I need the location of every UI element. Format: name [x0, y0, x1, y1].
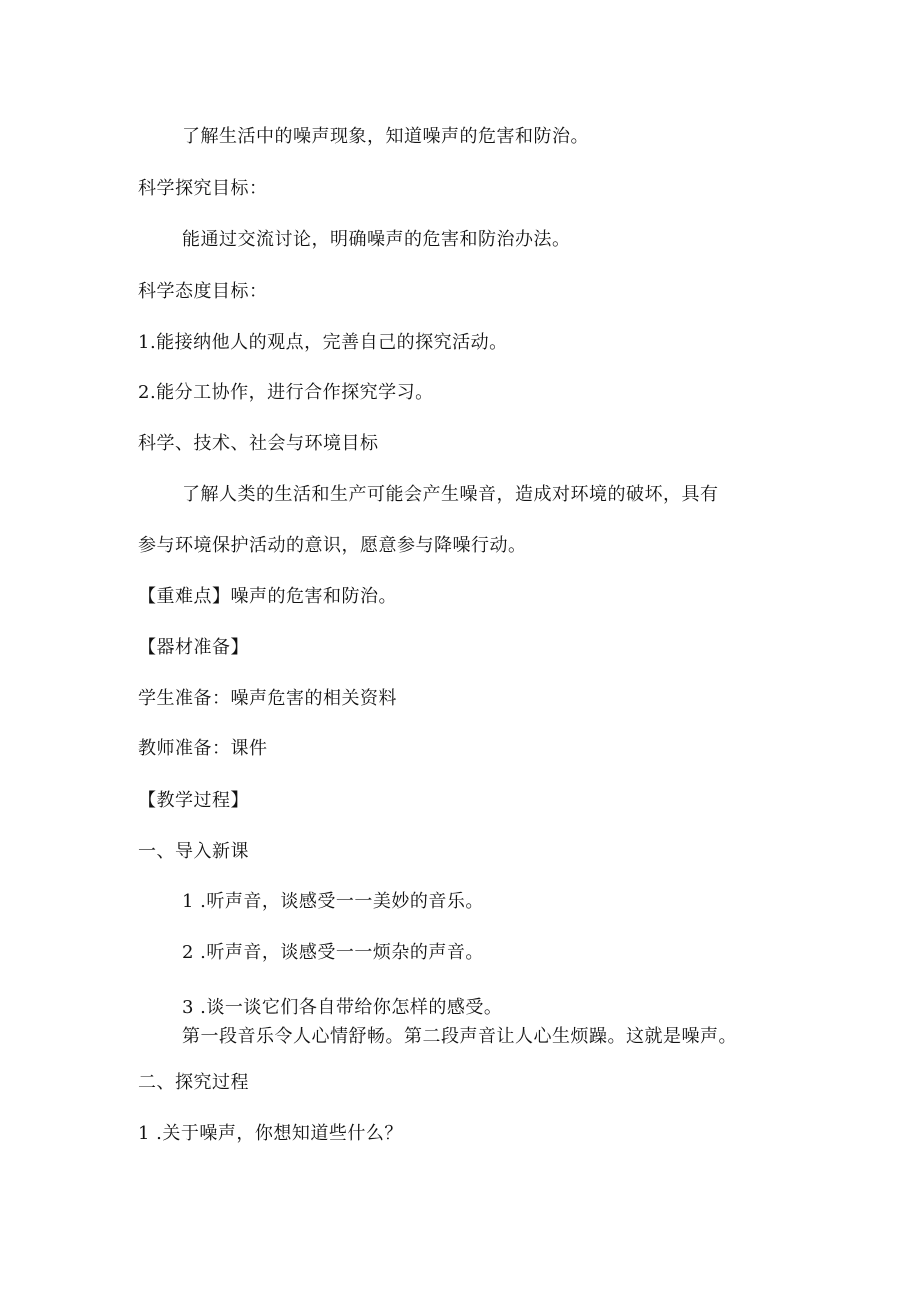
section-introduction: 一、导入新课 — [138, 841, 249, 862]
heading-teaching-process: 【教学过程】 — [138, 790, 249, 811]
paragraph-knowledge-goal: 了解生活中的噪声现象，知道噪声的危害和防治。 — [182, 126, 589, 147]
paragraph-stse-goal-line-1: 了解人类的生活和生产可能会产生噪音，造成对环境的破坏，具有 — [182, 484, 719, 505]
paragraph-intro-summary: 第一段音乐令人心情舒畅。第二段声音让人心生烦躁。这就是噪声。 — [182, 1026, 737, 1047]
list-item-attitude-1: 1.能接纳他人的观点，完善自己的探究活动。 — [138, 332, 508, 353]
heading-attitude-goal: 科学态度目标： — [138, 281, 268, 302]
teacher-materials: 教师准备：课件 — [138, 738, 268, 759]
list-item-intro-2: 2 .听声音，谈感受一一烦杂的声音。 — [182, 942, 484, 963]
section-inquiry-process: 二、探究过程 — [138, 1072, 249, 1093]
list-item-inquiry-1: 1 .关于噪声，你想知道些什么？ — [138, 1123, 403, 1144]
list-item-intro-1: 1 .听声音，谈感受一一美妙的音乐。 — [182, 891, 484, 912]
heading-inquiry-goal: 科学探究目标： — [138, 178, 268, 199]
list-item-intro-3: 3 .谈一谈它们各自带给你怎样的感受。 — [182, 997, 503, 1018]
heading-stse-goal: 科学、技术、社会与环境目标 — [138, 433, 379, 454]
paragraph-inquiry-goal: 能通过交流讨论，明确噪声的危害和防治办法。 — [182, 229, 571, 250]
paragraph-stse-goal-line-2: 参与环境保护活动的意识，愿意参与降噪行动。 — [138, 535, 527, 556]
key-points: 【重难点】噪声的危害和防治。 — [138, 586, 397, 607]
list-item-attitude-2: 2.能分工协作，进行合作探究学习。 — [138, 382, 434, 403]
heading-materials: 【器材准备】 — [138, 637, 249, 658]
student-materials: 学生准备：噪声危害的相关资料 — [138, 688, 397, 709]
